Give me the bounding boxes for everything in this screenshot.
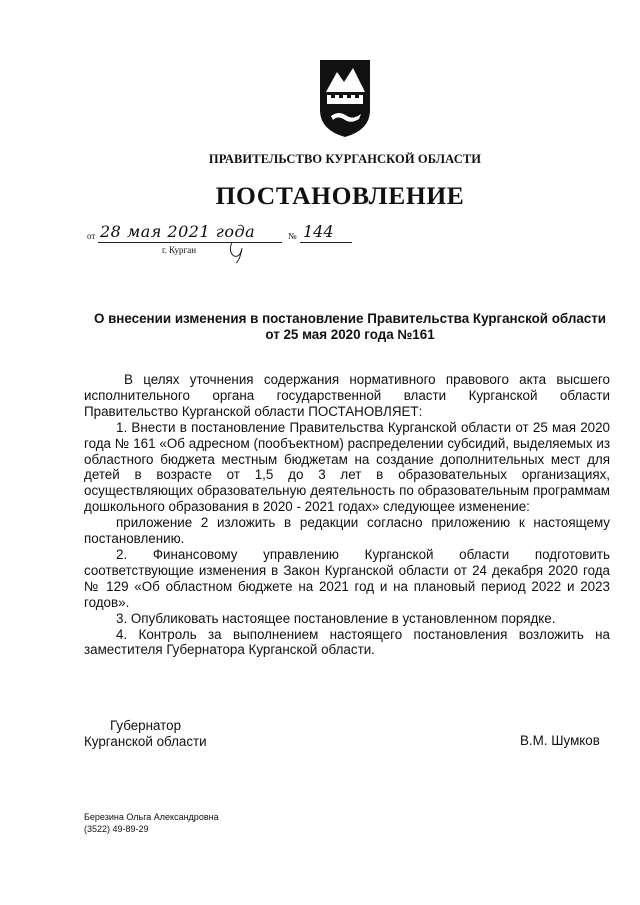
executor-phone: (3522) 49-89-29 (84, 823, 149, 834)
number-prefix: № (288, 231, 297, 241)
number-underline (300, 242, 352, 243)
heading-line-1: О внесении изменения в постановление Правительства Курганской области (93, 311, 607, 326)
signatory-title-line-1: Губернатор (110, 718, 182, 733)
item-3-paragraph: 3. Опубликовать настоящее постановление в установленном порядке. (116, 610, 556, 626)
executor-info (84, 812, 219, 835)
signatory-title (84, 718, 207, 750)
document-heading (60, 311, 640, 343)
heading-line-2: от 25 мая 2020 года №161 (265, 327, 435, 342)
handwritten-date: 28 мая 2021 года (100, 222, 256, 241)
document-type-title: ПОСТАНОВЛЕНИЕ (215, 181, 465, 210)
intro-paragraph: В целях уточнения содержания нормативного правового акта высшего исполнительного органа государственной власти Курганской области Правительство Курганской области ПОСТАНОВЛЯЕТ: (84, 372, 610, 419)
handwritten-number: 144 (303, 222, 334, 241)
item-4-paragraph: 4. Контроль за выполнением настоящего постановления возложить на заместителя Губернатора Курганской области. (84, 626, 610, 658)
signatory-name: В.М. Шумков (520, 733, 600, 748)
city-label: г. Курган (162, 245, 197, 255)
item-1-sub-paragraph: приложение 2 изложить в редакции согласно приложению к настоящему постановлению. (84, 515, 610, 547)
signatory-title-line-2: Курганской области (84, 734, 207, 749)
handwriting-flourish (226, 238, 258, 264)
item-2-paragraph: 2. Финансовому управлению Курганской области подготовить соответствующие изменения в Закон Курганской области от 24 декабря 2020 года № 129 «Об областном бюджете на 2021 год и на плановый период 2022 и 2023 годов». (84, 546, 610, 610)
item-1-paragraph: 1. Внести в постановление Правительства Курганской области от 25 мая 2020 года № 161 «Об адресном (пообъектном) распределении субсидий, выделяемых из областного бюджета местным бюджетам на создание дополнительных мест для детей в возрасте от 1,5 до 3 лет в образовательных организациях, осуществляющих образовательную деятельность по образовательным программам дошкольного образования в 2020 - 2021 годах» следующее изменение: (84, 419, 610, 515)
document-body (84, 372, 610, 658)
executor-name: Березина Ольга Александровна (84, 812, 219, 822)
coat-of-arms-emblem (317, 58, 373, 138)
date-prefix: от (87, 231, 96, 241)
organization-name: ПРАВИТЕЛЬСТВО КУРГАНСКОЙ ОБЛАСТИ (208, 152, 482, 166)
